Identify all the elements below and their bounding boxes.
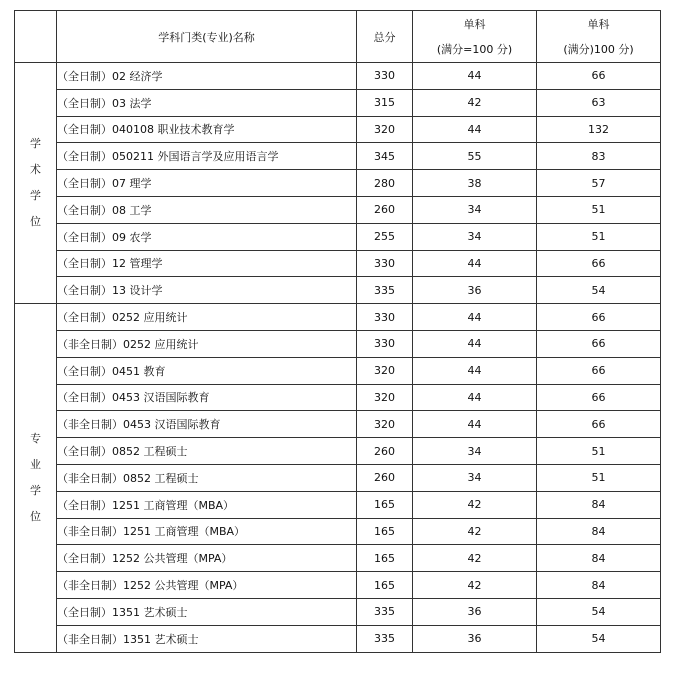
header-total: 总分 (357, 11, 413, 63)
single-score-1: 38 (413, 170, 537, 197)
program-name: （全日制）1252 公共管理（MPA） (57, 545, 357, 572)
single-score-2: 54 (537, 277, 661, 304)
single-score-2: 51 (537, 464, 661, 491)
single-score-1: 44 (413, 250, 537, 277)
program-name: （非全日制）0453 汉语国际教育 (57, 411, 357, 438)
program-name: （全日制）0252 应用统计 (57, 304, 357, 331)
header-single-2-title: 单科 (587, 17, 610, 31)
table-row (15, 277, 661, 304)
total-score: 330 (357, 330, 413, 357)
single-score-1: 44 (413, 304, 537, 331)
table-row (15, 89, 661, 116)
single-score-2: 84 (537, 518, 661, 545)
single-score-1: 42 (413, 572, 537, 599)
score-table (14, 10, 661, 653)
group-label-cell (15, 304, 57, 652)
program-name: （全日制）1351 艺术硕士 (57, 598, 357, 625)
single-score-2: 84 (537, 491, 661, 518)
single-score-2: 83 (537, 143, 661, 170)
program-name: （全日制）08 工学 (57, 196, 357, 223)
single-score-1: 44 (413, 116, 537, 143)
total-score: 335 (357, 625, 413, 652)
program-name: （非全日制）1351 艺术硕士 (57, 625, 357, 652)
total-score: 165 (357, 545, 413, 572)
program-name: （全日制）050211 外国语言学及应用语言学 (57, 143, 357, 170)
table-row (15, 170, 661, 197)
single-score-2: 84 (537, 545, 661, 572)
table-row (15, 250, 661, 277)
header-single-1 (413, 11, 537, 63)
program-name: （全日制）0453 汉语国际教育 (57, 384, 357, 411)
single-score-1: 34 (413, 438, 537, 465)
single-score-2: 84 (537, 572, 661, 599)
total-score: 335 (357, 277, 413, 304)
total-score: 335 (357, 598, 413, 625)
total-score: 260 (357, 464, 413, 491)
table-row (15, 545, 661, 572)
single-score-2: 51 (537, 438, 661, 465)
table-row (15, 63, 661, 90)
table-row (15, 438, 661, 465)
program-name: （全日制）09 农学 (57, 223, 357, 250)
table-header (15, 11, 661, 63)
single-score-1: 44 (413, 411, 537, 438)
group-label-cell (15, 63, 57, 304)
group-label: 专业学位 (30, 431, 41, 523)
program-name: （全日制）0451 教育 (57, 357, 357, 384)
program-name: （全日制）07 理学 (57, 170, 357, 197)
program-name: （非全日制）0852 工程硕士 (57, 464, 357, 491)
table-row (15, 116, 661, 143)
total-score: 165 (357, 518, 413, 545)
single-score-2: 51 (537, 223, 661, 250)
single-score-2: 66 (537, 384, 661, 411)
header-single-1-title: 单科 (463, 17, 486, 31)
program-name: （全日制）02 经济学 (57, 63, 357, 90)
single-score-1: 42 (413, 89, 537, 116)
single-score-1: 34 (413, 223, 537, 250)
single-score-1: 44 (413, 63, 537, 90)
single-score-2: 132 (537, 116, 661, 143)
total-score: 330 (357, 304, 413, 331)
total-score: 165 (357, 491, 413, 518)
single-score-1: 55 (413, 143, 537, 170)
single-score-2: 66 (537, 357, 661, 384)
program-name: （全日制）12 管理学 (57, 250, 357, 277)
table-row (15, 304, 661, 331)
table-row (15, 572, 661, 599)
single-score-1: 44 (413, 384, 537, 411)
table-row (15, 464, 661, 491)
single-score-2: 51 (537, 196, 661, 223)
single-score-2: 66 (537, 250, 661, 277)
table-row (15, 330, 661, 357)
single-score-1: 34 (413, 464, 537, 491)
single-score-1: 34 (413, 196, 537, 223)
program-name: （全日制）0852 工程硕士 (57, 438, 357, 465)
total-score: 330 (357, 250, 413, 277)
single-score-1: 36 (413, 598, 537, 625)
group-label: 学术学位 (30, 137, 41, 229)
total-score: 320 (357, 384, 413, 411)
program-name: （全日制）03 法学 (57, 89, 357, 116)
total-score: 345 (357, 143, 413, 170)
total-score: 165 (357, 572, 413, 599)
header-name: 学科门类(专业)名称 (57, 11, 357, 63)
program-name: （非全日制）0252 应用统计 (57, 330, 357, 357)
single-score-2: 54 (537, 598, 661, 625)
table-row (15, 625, 661, 652)
single-score-2: 66 (537, 330, 661, 357)
table-row (15, 491, 661, 518)
table-row (15, 357, 661, 384)
program-name: （全日制）13 设计学 (57, 277, 357, 304)
total-score: 260 (357, 438, 413, 465)
total-score: 315 (357, 89, 413, 116)
single-score-2: 66 (537, 304, 661, 331)
single-score-1: 36 (413, 277, 537, 304)
total-score: 255 (357, 223, 413, 250)
total-score: 330 (357, 63, 413, 90)
total-score: 280 (357, 170, 413, 197)
single-score-2: 66 (537, 63, 661, 90)
total-score: 320 (357, 116, 413, 143)
program-name: （非全日制）1251 工商管理（MBA） (57, 518, 357, 545)
table-row (15, 518, 661, 545)
total-score: 320 (357, 357, 413, 384)
program-name: （全日制）040108 职业技术教育学 (57, 116, 357, 143)
single-score-1: 42 (413, 545, 537, 572)
header-group-cell (15, 11, 57, 63)
header-row (15, 11, 661, 63)
total-score: 320 (357, 411, 413, 438)
single-score-2: 66 (537, 411, 661, 438)
header-single-1-note: (满分=100 分) (436, 42, 513, 56)
header-single-2 (537, 11, 661, 63)
table-row (15, 223, 661, 250)
header-single-2-note: (满分)100 分) (563, 42, 634, 56)
single-score-2: 54 (537, 625, 661, 652)
table-row (15, 598, 661, 625)
table-row (15, 143, 661, 170)
single-score-1: 36 (413, 625, 537, 652)
single-score-1: 42 (413, 491, 537, 518)
single-score-2: 63 (537, 89, 661, 116)
single-score-1: 44 (413, 357, 537, 384)
table-row (15, 384, 661, 411)
table-row (15, 411, 661, 438)
table-body (15, 63, 661, 653)
table-row (15, 196, 661, 223)
program-name: （全日制）1251 工商管理（MBA） (57, 491, 357, 518)
single-score-1: 42 (413, 518, 537, 545)
total-score: 260 (357, 196, 413, 223)
program-name: （非全日制）1252 公共管理（MPA） (57, 572, 357, 599)
single-score-1: 44 (413, 330, 537, 357)
single-score-2: 57 (537, 170, 661, 197)
